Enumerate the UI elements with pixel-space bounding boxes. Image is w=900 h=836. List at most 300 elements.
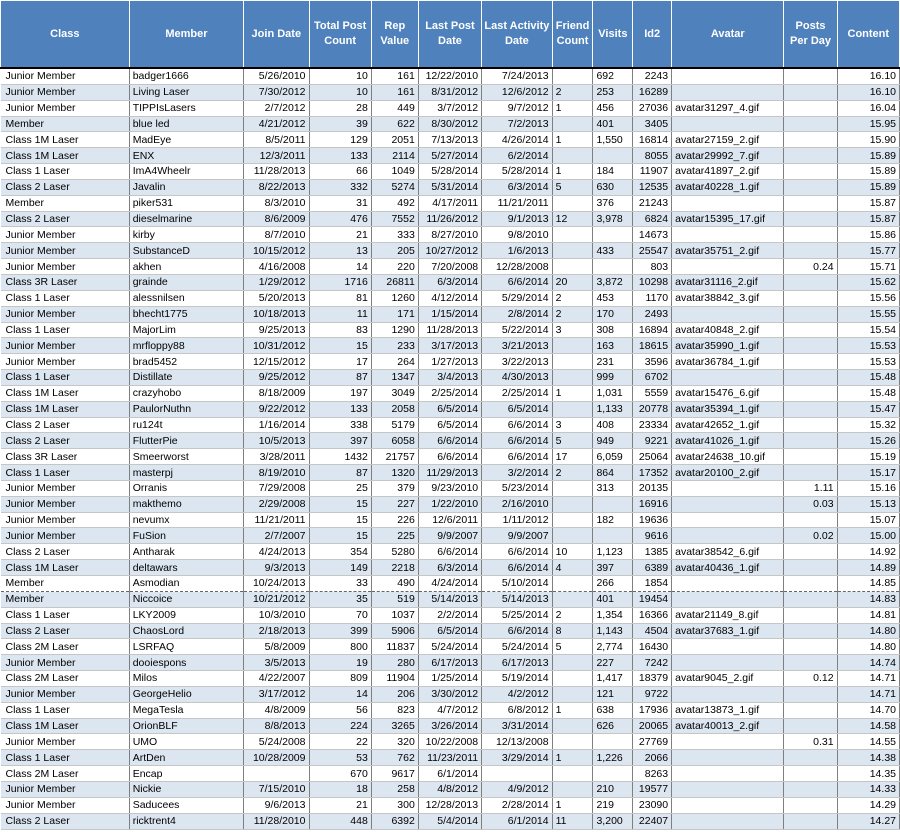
table-cell[interactable]: 2/16/2010: [482, 496, 552, 512]
table-cell[interactable]: 1,031: [593, 385, 633, 401]
table-cell[interactable]: 23090: [633, 797, 672, 813]
table-cell[interactable]: 2/29/2008: [244, 496, 309, 512]
table-cell[interactable]: 5/23/2014: [482, 480, 552, 496]
table-cell[interactable]: 5/27/2014: [418, 148, 481, 164]
table-cell[interactable]: 17: [309, 354, 371, 370]
table-cell[interactable]: 129: [309, 132, 371, 148]
table-cell[interactable]: Encap: [129, 766, 243, 782]
table-cell[interactable]: 15.54: [837, 322, 899, 338]
table-cell[interactable]: 10/22/2008: [418, 734, 481, 750]
table-cell[interactable]: 219: [593, 797, 633, 813]
table-cell[interactable]: mrfloppy88: [129, 338, 243, 354]
table-cell[interactable]: 379: [371, 480, 418, 496]
table-cell[interactable]: 3,978: [593, 211, 633, 227]
table-cell[interactable]: 14.55: [837, 734, 899, 750]
table-cell[interactable]: [784, 84, 837, 100]
table-cell[interactable]: 10/21/2012: [244, 591, 309, 607]
table-cell[interactable]: 9/9/2007: [482, 528, 552, 544]
table-cell[interactable]: [552, 116, 593, 132]
table-cell[interactable]: 16894: [633, 322, 672, 338]
table-cell[interactable]: 16.10: [837, 84, 899, 100]
table-cell[interactable]: 15.87: [837, 211, 899, 227]
table-cell[interactable]: 4/24/2013: [244, 544, 309, 560]
table-cell[interactable]: 9/25/2013: [244, 322, 309, 338]
table-cell[interactable]: Junior Member: [1, 781, 130, 797]
table-cell[interactable]: Junior Member: [1, 528, 130, 544]
table-cell[interactable]: 15.16: [837, 480, 899, 496]
table-cell[interactable]: 0.02: [784, 528, 837, 544]
table-cell[interactable]: 1/15/2014: [418, 306, 481, 322]
table-cell[interactable]: 133: [309, 401, 371, 417]
table-cell[interactable]: 11/26/2012: [418, 211, 481, 227]
table-cell[interactable]: 6,059: [593, 449, 633, 465]
table-cell[interactable]: [593, 734, 633, 750]
table-cell[interactable]: 14.27: [837, 813, 899, 829]
table-cell[interactable]: 56: [309, 702, 371, 718]
table-cell[interactable]: 1/27/2013: [418, 354, 481, 370]
table-cell[interactable]: 14.29: [837, 797, 899, 813]
table-cell[interactable]: 4/12/2014: [418, 290, 481, 306]
table-cell[interactable]: Class 2 Laser: [1, 417, 130, 433]
table-cell[interactable]: 9/9/2007: [418, 528, 481, 544]
table-cell[interactable]: 14: [309, 686, 371, 702]
table-cell[interactable]: 2218: [371, 560, 418, 576]
table-cell[interactable]: 10: [309, 84, 371, 100]
table-cell[interactable]: 19454: [633, 591, 672, 607]
table-cell[interactable]: 15.48: [837, 385, 899, 401]
table-cell[interactable]: grainde: [129, 274, 243, 290]
table-cell[interactable]: [784, 639, 837, 655]
table-cell[interactable]: 35: [309, 591, 371, 607]
table-cell[interactable]: 3: [552, 322, 593, 338]
table-cell[interactable]: avatar13873_1.gif: [672, 702, 784, 718]
table-cell[interactable]: 14.38: [837, 750, 899, 766]
table-cell[interactable]: [784, 338, 837, 354]
table-cell[interactable]: 6/6/2014: [482, 560, 552, 576]
table-cell[interactable]: [784, 607, 837, 623]
table-cell[interactable]: crazyhobo: [129, 385, 243, 401]
table-cell[interactable]: 171: [371, 306, 418, 322]
header-cell[interactable]: Rep Value: [371, 1, 418, 69]
table-cell[interactable]: 6/6/2014: [482, 623, 552, 639]
table-cell[interactable]: 3/30/2012: [418, 686, 481, 702]
table-cell[interactable]: 1320: [371, 465, 418, 481]
table-cell[interactable]: [672, 306, 784, 322]
table-cell[interactable]: [593, 528, 633, 544]
table-cell[interactable]: 25: [309, 480, 371, 496]
table-cell[interactable]: [672, 576, 784, 592]
table-cell[interactable]: 15: [309, 496, 371, 512]
table-cell[interactable]: 2/25/2014: [482, 385, 552, 401]
table-cell[interactable]: 5/28/2014: [482, 164, 552, 180]
table-cell[interactable]: 1049: [371, 164, 418, 180]
table-cell[interactable]: 10/28/2009: [244, 750, 309, 766]
header-cell[interactable]: Id2: [633, 1, 672, 69]
table-cell[interactable]: 14.71: [837, 686, 899, 702]
table-cell[interactable]: 3/7/2012: [418, 100, 481, 116]
table-cell[interactable]: [672, 591, 784, 607]
table-cell[interactable]: [672, 686, 784, 702]
table-cell[interactable]: [784, 179, 837, 195]
table-cell[interactable]: 10/15/2012: [244, 243, 309, 259]
table-cell[interactable]: 6/5/2014: [418, 401, 481, 417]
table-cell[interactable]: 33: [309, 576, 371, 592]
table-cell[interactable]: 15.89: [837, 179, 899, 195]
table-cell[interactable]: 14.83: [837, 591, 899, 607]
table-cell[interactable]: SubstanceD: [129, 243, 243, 259]
table-cell[interactable]: 7552: [371, 211, 418, 227]
table-cell[interactable]: 15.47: [837, 401, 899, 417]
table-cell[interactable]: 227: [593, 655, 633, 671]
table-cell[interactable]: [784, 322, 837, 338]
table-cell[interactable]: [784, 766, 837, 782]
table-cell[interactable]: [552, 718, 593, 734]
table-cell[interactable]: makthemo: [129, 496, 243, 512]
table-cell[interactable]: 433: [593, 243, 633, 259]
table-cell[interactable]: 3/17/2013: [418, 338, 481, 354]
table-cell[interactable]: 5: [552, 639, 593, 655]
table-cell[interactable]: 9/8/2010: [482, 227, 552, 243]
table-cell[interactable]: 9/6/2013: [244, 797, 309, 813]
table-cell[interactable]: 4/30/2013: [482, 370, 552, 386]
table-cell[interactable]: 401: [593, 116, 633, 132]
table-cell[interactable]: 3405: [633, 116, 672, 132]
table-cell[interactable]: [593, 496, 633, 512]
table-cell[interactable]: Niccoice: [129, 591, 243, 607]
table-cell[interactable]: GeorgeHelio: [129, 686, 243, 702]
table-cell[interactable]: avatar31116_2.gif: [672, 274, 784, 290]
table-cell[interactable]: [552, 227, 593, 243]
table-cell[interactable]: 14.33: [837, 781, 899, 797]
table-cell[interactable]: LKY2009: [129, 607, 243, 623]
table-cell[interactable]: avatar38542_6.gif: [672, 544, 784, 560]
table-cell[interactable]: 16.04: [837, 100, 899, 116]
table-cell[interactable]: Class 2 Laser: [1, 433, 130, 449]
table-cell[interactable]: [672, 766, 784, 782]
table-cell[interactable]: ImA4Wheelr: [129, 164, 243, 180]
table-cell[interactable]: blue led: [129, 116, 243, 132]
table-cell[interactable]: 1: [552, 702, 593, 718]
table-cell[interactable]: Class 2M Laser: [1, 671, 130, 687]
table-cell[interactable]: [784, 512, 837, 528]
table-cell[interactable]: 6/6/2014: [418, 433, 481, 449]
table-cell[interactable]: 1,133: [593, 401, 633, 417]
table-cell[interactable]: [784, 623, 837, 639]
table-cell[interactable]: 5/29/2014: [482, 290, 552, 306]
table-cell[interactable]: 121: [593, 686, 633, 702]
table-cell[interactable]: 14.70: [837, 702, 899, 718]
table-cell[interactable]: 5179: [371, 417, 418, 433]
table-cell[interactable]: piker531: [129, 195, 243, 211]
table-cell[interactable]: 15.77: [837, 243, 899, 259]
table-cell[interactable]: 1: [552, 385, 593, 401]
table-cell[interactable]: 27036: [633, 100, 672, 116]
table-cell[interactable]: 4/17/2011: [418, 195, 481, 211]
table-cell[interactable]: [672, 480, 784, 496]
table-cell[interactable]: 630: [593, 179, 633, 195]
table-cell[interactable]: dieselmarine: [129, 211, 243, 227]
table-cell[interactable]: 10/18/2013: [244, 306, 309, 322]
table-cell[interactable]: Junior Member: [1, 259, 130, 275]
table-cell[interactable]: 3/29/2014: [482, 750, 552, 766]
table-cell[interactable]: 12/22/2010: [418, 68, 481, 84]
table-cell[interactable]: 0.12: [784, 671, 837, 687]
table-cell[interactable]: 7/30/2012: [244, 84, 309, 100]
table-cell[interactable]: 205: [371, 243, 418, 259]
table-cell[interactable]: 15.89: [837, 164, 899, 180]
table-cell[interactable]: [672, 227, 784, 243]
table-cell[interactable]: 182: [593, 512, 633, 528]
table-cell[interactable]: 1: [552, 797, 593, 813]
table-cell[interactable]: 1716: [309, 274, 371, 290]
table-cell[interactable]: 2: [552, 290, 593, 306]
table-cell[interactable]: [552, 259, 593, 275]
table-cell[interactable]: [784, 433, 837, 449]
table-cell[interactable]: 0.24: [784, 259, 837, 275]
table-cell[interactable]: [552, 528, 593, 544]
table-cell[interactable]: Junior Member: [1, 797, 130, 813]
table-cell[interactable]: 9221: [633, 433, 672, 449]
table-cell[interactable]: avatar40228_1.gif: [672, 179, 784, 195]
table-cell[interactable]: 15.53: [837, 338, 899, 354]
table-cell[interactable]: 6824: [633, 211, 672, 227]
table-cell[interactable]: 15.56: [837, 290, 899, 306]
table-cell[interactable]: 6/3/2014: [482, 179, 552, 195]
table-cell[interactable]: Junior Member: [1, 100, 130, 116]
table-cell[interactable]: 15.48: [837, 370, 899, 386]
table-cell[interactable]: 4/21/2012: [244, 116, 309, 132]
table-cell[interactable]: 11/28/2013: [244, 164, 309, 180]
table-cell[interactable]: 4504: [633, 623, 672, 639]
table-cell[interactable]: 10298: [633, 274, 672, 290]
table-cell[interactable]: [784, 750, 837, 766]
table-cell[interactable]: 3,200: [593, 813, 633, 829]
table-cell[interactable]: 453: [593, 290, 633, 306]
table-cell[interactable]: [672, 781, 784, 797]
table-cell[interactable]: [552, 655, 593, 671]
table-cell[interactable]: 206: [371, 686, 418, 702]
table-cell[interactable]: [552, 686, 593, 702]
table-cell[interactable]: 1290: [371, 322, 418, 338]
table-cell[interactable]: 1: [552, 100, 593, 116]
table-cell[interactable]: 6389: [633, 560, 672, 576]
table-cell[interactable]: 6/6/2014: [482, 449, 552, 465]
table-cell[interactable]: 6392: [371, 813, 418, 829]
table-cell[interactable]: 1,143: [593, 623, 633, 639]
table-cell[interactable]: 11/29/2013: [418, 465, 481, 481]
table-cell[interactable]: 823: [371, 702, 418, 718]
table-cell[interactable]: PaulorNuthn: [129, 401, 243, 417]
table-cell[interactable]: avatar41026_1.gif: [672, 433, 784, 449]
table-cell[interactable]: [784, 576, 837, 592]
table-cell[interactable]: 31: [309, 195, 371, 211]
table-cell[interactable]: FlutterPie: [129, 433, 243, 449]
header-cell[interactable]: Friend Count: [552, 1, 593, 69]
table-cell[interactable]: 280: [371, 655, 418, 671]
table-cell[interactable]: 3/17/2012: [244, 686, 309, 702]
table-cell[interactable]: [784, 417, 837, 433]
table-cell[interactable]: 2/8/2014: [482, 306, 552, 322]
table-cell[interactable]: 1037: [371, 607, 418, 623]
table-cell[interactable]: 320: [371, 734, 418, 750]
table-cell[interactable]: Class 2M Laser: [1, 639, 130, 655]
table-cell[interactable]: 149: [309, 560, 371, 576]
table-cell[interactable]: 14.74: [837, 655, 899, 671]
table-cell[interactable]: 313: [593, 480, 633, 496]
table-cell[interactable]: 10: [552, 544, 593, 560]
table-cell[interactable]: 15.26: [837, 433, 899, 449]
table-cell[interactable]: [784, 702, 837, 718]
table-cell[interactable]: Class 1 Laser: [1, 702, 130, 718]
table-cell[interactable]: 21: [309, 227, 371, 243]
table-cell[interactable]: ENX: [129, 148, 243, 164]
table-cell[interactable]: Class 1 Laser: [1, 750, 130, 766]
table-cell[interactable]: [672, 528, 784, 544]
table-cell[interactable]: 4/22/2007: [244, 671, 309, 687]
table-cell[interactable]: 19636: [633, 512, 672, 528]
table-cell[interactable]: 8/7/2010: [244, 227, 309, 243]
table-cell[interactable]: 2: [552, 607, 593, 623]
header-cell[interactable]: Content: [837, 1, 899, 69]
table-cell[interactable]: Class 1 Laser: [1, 607, 130, 623]
table-cell[interactable]: [593, 148, 633, 164]
table-cell[interactable]: avatar41897_2.gif: [672, 164, 784, 180]
table-cell[interactable]: 15.71: [837, 259, 899, 275]
table-cell[interactable]: 6702: [633, 370, 672, 386]
table-cell[interactable]: OrionBLF: [129, 718, 243, 734]
table-cell[interactable]: Class 1 Laser: [1, 164, 130, 180]
table-cell[interactable]: 11/28/2013: [418, 322, 481, 338]
table-cell[interactable]: Class 1M Laser: [1, 385, 130, 401]
table-cell[interactable]: 8/3/2010: [244, 195, 309, 211]
table-cell[interactable]: 3/4/2013: [418, 370, 481, 386]
table-cell[interactable]: Smeerworst: [129, 449, 243, 465]
table-cell[interactable]: 7/2/2013: [482, 116, 552, 132]
table-cell[interactable]: 15.17: [837, 465, 899, 481]
table-cell[interactable]: 332: [309, 179, 371, 195]
table-cell[interactable]: Junior Member: [1, 306, 130, 322]
table-cell[interactable]: avatar15476_6.gif: [672, 385, 784, 401]
table-cell[interactable]: [784, 243, 837, 259]
table-cell[interactable]: 16.10: [837, 68, 899, 84]
table-cell[interactable]: [784, 306, 837, 322]
table-cell[interactable]: 17: [552, 449, 593, 465]
header-cell[interactable]: Avatar: [672, 1, 784, 69]
table-cell[interactable]: deltawars: [129, 560, 243, 576]
table-cell[interactable]: 83: [309, 322, 371, 338]
table-cell[interactable]: [244, 766, 309, 782]
table-cell[interactable]: 15.00: [837, 528, 899, 544]
table-cell[interactable]: 14.81: [837, 607, 899, 623]
table-cell[interactable]: [552, 512, 593, 528]
table-cell[interactable]: [672, 734, 784, 750]
table-cell[interactable]: 800: [309, 639, 371, 655]
table-cell[interactable]: 10/27/2012: [418, 243, 481, 259]
table-cell[interactable]: 3/22/2013: [482, 354, 552, 370]
table-cell[interactable]: 5559: [633, 385, 672, 401]
table-cell[interactable]: [593, 766, 633, 782]
table-cell[interactable]: 5/8/2009: [244, 639, 309, 655]
table-cell[interactable]: avatar35394_1.gif: [672, 401, 784, 417]
table-cell[interactable]: 4/24/2014: [418, 576, 481, 592]
table-cell[interactable]: 5274: [371, 179, 418, 195]
table-cell[interactable]: 5/25/2014: [482, 607, 552, 623]
table-cell[interactable]: 4: [552, 560, 593, 576]
table-cell[interactable]: Class 2 Laser: [1, 211, 130, 227]
table-cell[interactable]: avatar38842_3.gif: [672, 290, 784, 306]
table-cell[interactable]: 6/1/2014: [482, 813, 552, 829]
table-cell[interactable]: Class 1 Laser: [1, 290, 130, 306]
table-cell[interactable]: [552, 401, 593, 417]
table-cell[interactable]: 220: [371, 259, 418, 275]
table-cell[interactable]: Class 2M Laser: [1, 766, 130, 782]
table-cell[interactable]: 397: [593, 560, 633, 576]
table-cell[interactable]: 81: [309, 290, 371, 306]
table-cell[interactable]: 2/7/2012: [244, 100, 309, 116]
table-cell[interactable]: Class 3R Laser: [1, 449, 130, 465]
table-cell[interactable]: [672, 496, 784, 512]
table-cell[interactable]: MadEye: [129, 132, 243, 148]
table-cell[interactable]: [552, 370, 593, 386]
table-cell[interactable]: 2058: [371, 401, 418, 417]
table-cell[interactable]: [784, 718, 837, 734]
table-cell[interactable]: Class 1 Laser: [1, 322, 130, 338]
table-cell[interactable]: [784, 370, 837, 386]
table-cell[interactable]: 14.85: [837, 576, 899, 592]
table-cell[interactable]: 15.32: [837, 417, 899, 433]
table-cell[interactable]: 8/19/2010: [244, 465, 309, 481]
table-cell[interactable]: 11904: [371, 671, 418, 687]
table-cell[interactable]: 5/20/2013: [244, 290, 309, 306]
table-cell[interactable]: 17936: [633, 702, 672, 718]
table-cell[interactable]: 15.53: [837, 354, 899, 370]
table-cell[interactable]: 6/6/2014: [482, 433, 552, 449]
table-cell[interactable]: 87: [309, 465, 371, 481]
table-cell[interactable]: 12/15/2012: [244, 354, 309, 370]
table-cell[interactable]: avatar31297_4.gif: [672, 100, 784, 116]
table-cell[interactable]: 5280: [371, 544, 418, 560]
table-cell[interactable]: 15: [309, 528, 371, 544]
table-cell[interactable]: Junior Member: [1, 243, 130, 259]
table-cell[interactable]: ChaosLord: [129, 623, 243, 639]
table-cell[interactable]: 2493: [633, 306, 672, 322]
header-cell[interactable]: Member: [129, 1, 243, 69]
table-cell[interactable]: kirby: [129, 227, 243, 243]
table-cell[interactable]: Distillate: [129, 370, 243, 386]
table-cell[interactable]: 6/5/2014: [482, 401, 552, 417]
table-cell[interactable]: 4/9/2012: [482, 781, 552, 797]
table-cell[interactable]: 170: [593, 306, 633, 322]
table-cell[interactable]: 2: [552, 84, 593, 100]
table-cell[interactable]: 6/2/2014: [482, 148, 552, 164]
table-cell[interactable]: 300: [371, 797, 418, 813]
table-cell[interactable]: 8/8/2013: [244, 718, 309, 734]
table-cell[interactable]: avatar27159_2.gif: [672, 132, 784, 148]
table-cell[interactable]: 15.19: [837, 449, 899, 465]
table-cell[interactable]: avatar35751_2.gif: [672, 243, 784, 259]
table-cell[interactable]: Junior Member: [1, 496, 130, 512]
table-cell[interactable]: ricktrent4: [129, 813, 243, 829]
table-cell[interactable]: 1: [552, 164, 593, 180]
table-cell[interactable]: 8/30/2012: [418, 116, 481, 132]
table-cell[interactable]: 2: [552, 306, 593, 322]
table-cell[interactable]: [552, 148, 593, 164]
table-cell[interactable]: Member: [1, 195, 130, 211]
table-cell[interactable]: 8: [552, 623, 593, 639]
table-cell[interactable]: 15: [309, 338, 371, 354]
table-cell[interactable]: Antharak: [129, 544, 243, 560]
table-cell[interactable]: 184: [593, 164, 633, 180]
